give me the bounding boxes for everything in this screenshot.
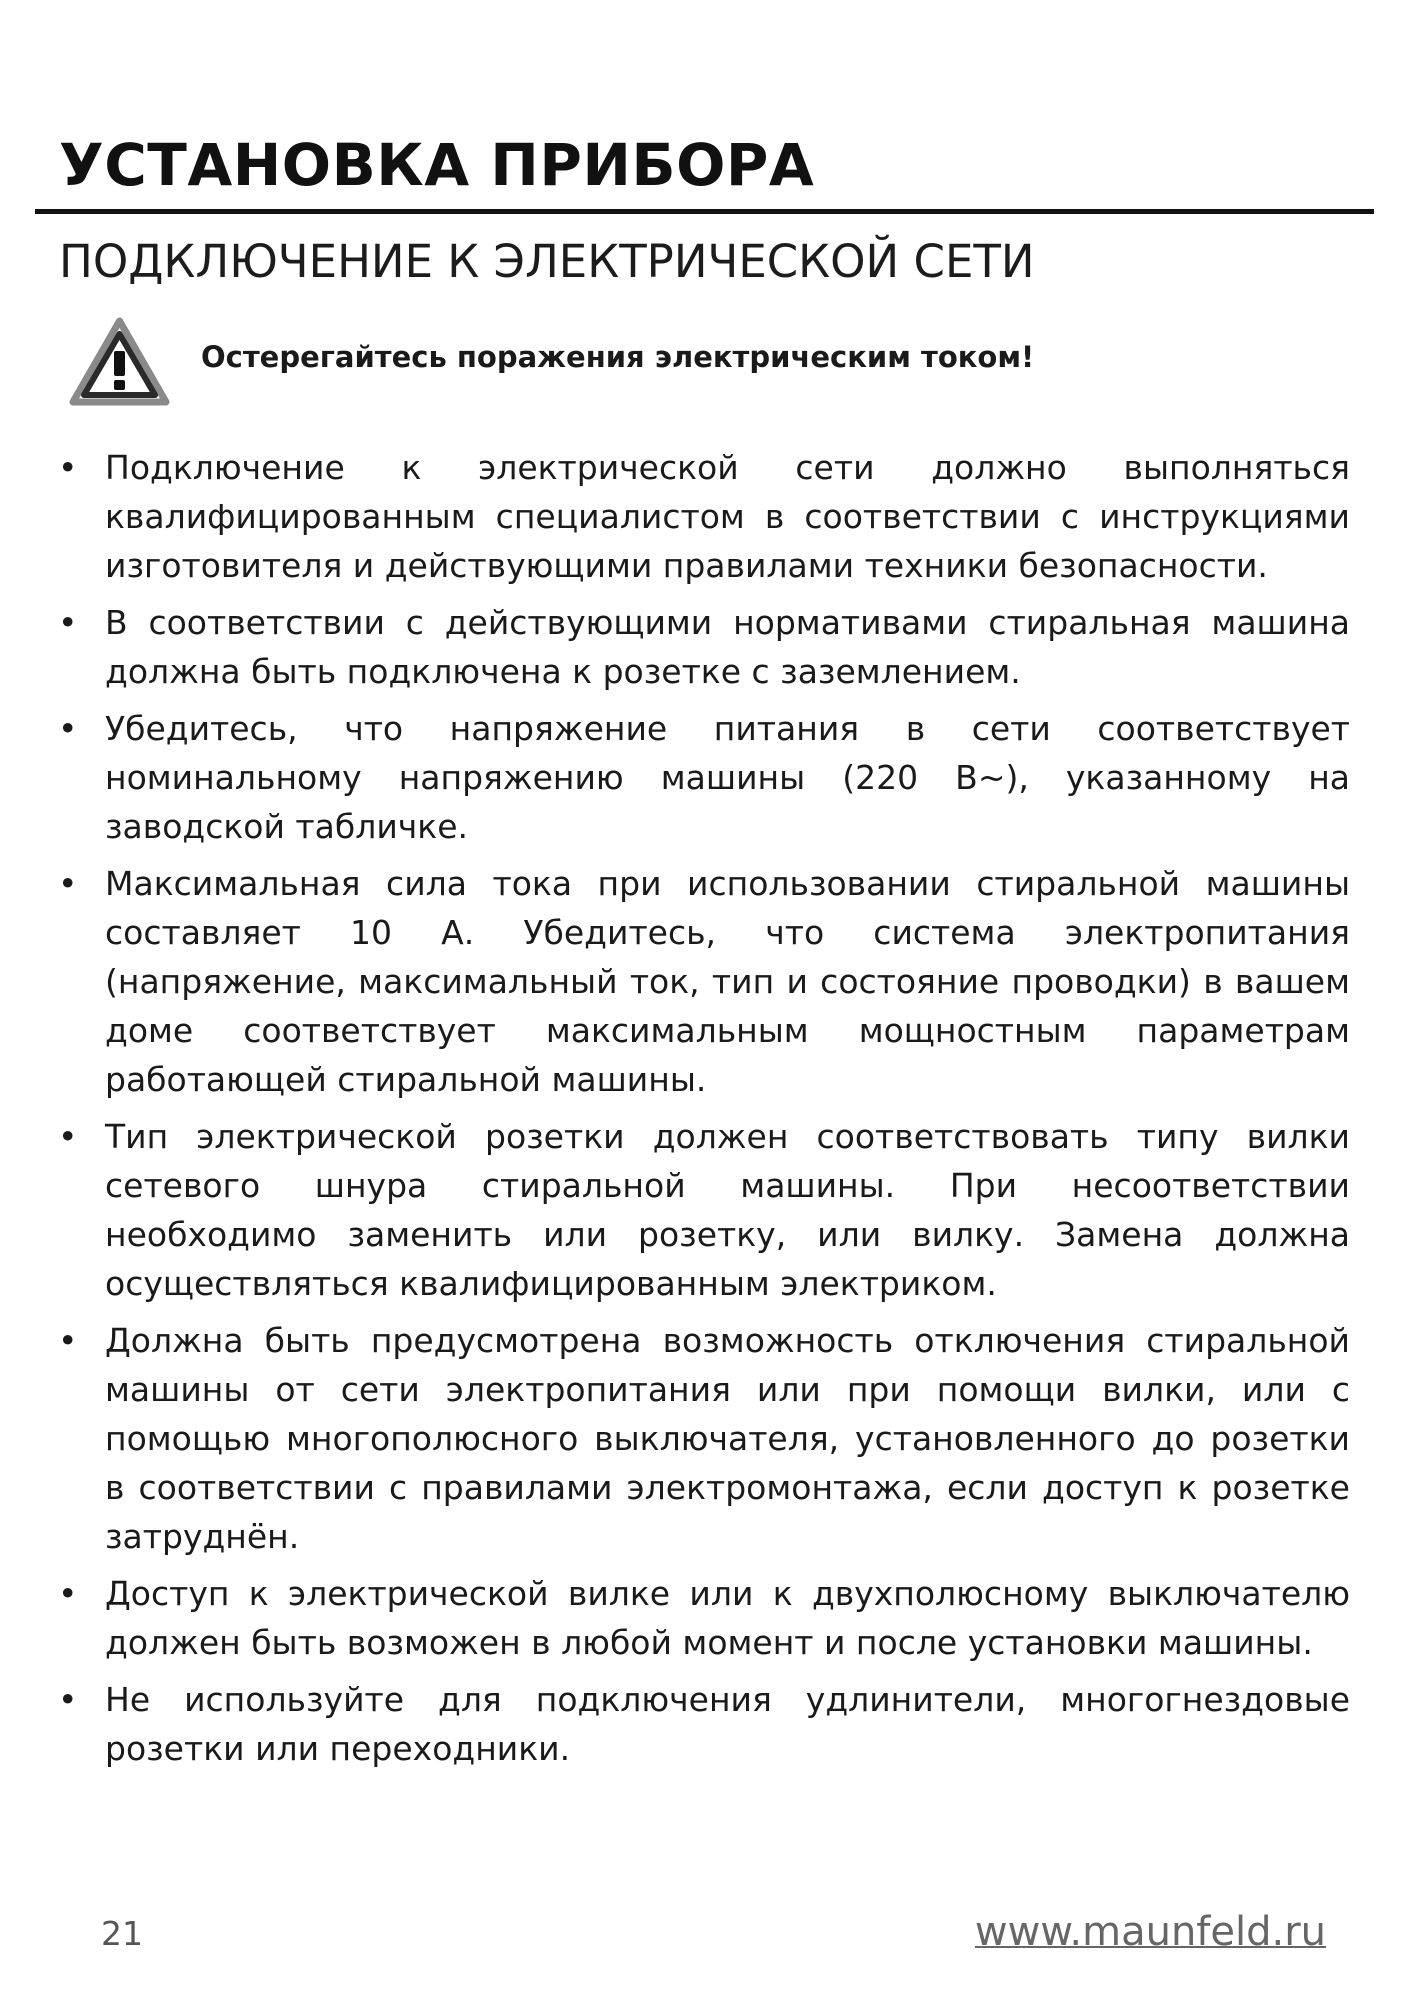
list-item-text: Должна быть предусмотрена возможность отключения стиральной машины от сети электропитания или при помощи вилки, или с помощью многополюсного выключателя, установленного до розетки в соответствии с правилами электромонтажа, если доступ к розетке затруднён. — [105, 1321, 1350, 1556]
list-item — [50, 1316, 1350, 1561]
list-item — [50, 859, 1350, 1104]
page-number: 21 — [101, 1914, 143, 1953]
page-title: УСТАНОВКА ПРИБОРА — [59, 131, 815, 199]
list-item — [50, 598, 1350, 696]
list-item-text: В соответствии с действующими нормативами стиральная машина должна быть подключена к розетке с заземлением. — [105, 603, 1350, 691]
section-title: ПОДКЛЮЧЕНИЕ К ЭЛЕКТРИЧЕСКОЙ СЕТИ — [59, 235, 1035, 288]
bullet-marker: • — [58, 1680, 78, 1719]
list-item-text: Не используйте для подключения удлинители, многогнездовые розетки или переходники. — [105, 1680, 1350, 1768]
bullet-marker: • — [58, 1321, 78, 1360]
list-item — [50, 1675, 1350, 1773]
bullet-marker: • — [58, 603, 78, 642]
bullet-marker: • — [58, 1117, 78, 1156]
website-link[interactable]: www.maunfeld.ru — [974, 1909, 1326, 1955]
list-item — [50, 1569, 1350, 1667]
requirements-list — [50, 443, 1350, 1781]
list-item-text: Максимальная сила тока при использовании стиральной машины составляет 10 А. Убедитесь, что система электропитания (напряжение, максимальный ток, тип и состояние проводки) в вашем доме соответствует максимальным мощностным параметрам работающей стиральной машины. — [105, 864, 1350, 1099]
bullet-marker: • — [58, 448, 78, 487]
list-item-text: Подключение к электрической сети должно выполняться квалифицированным специалистом в соответствии с инструкциями изготовителя и действующими правилами техники безопасности. — [105, 448, 1350, 585]
bullet-marker: • — [58, 864, 78, 903]
list-item — [50, 1112, 1350, 1308]
list-item — [50, 443, 1350, 590]
list-item-text: Убедитесь, что напряжение питания в сети соответствует номинальному напряжению машины (220 В~), указанному на заводской табличке. — [105, 709, 1350, 846]
list-item-text: Тип электрической розетки должен соответствовать типу вилки сетевого шнура стиральной машины. При несоответствии необходимо заменить или розетку, или вилку. Замена должна осуществляться квалифицированным электриком. — [105, 1117, 1350, 1303]
warning-triangle-icon — [69, 317, 170, 407]
list-item-text: Доступ к электрической вилке или к двухполюсному выключателю должен быть возможен в любой момент и после установки машины. — [105, 1574, 1350, 1662]
title-divider — [35, 209, 1374, 214]
warning-block — [69, 317, 1339, 413]
warning-text: Остерегайтесь поражения электрическим током! — [201, 340, 1035, 374]
bullet-marker: • — [58, 709, 78, 748]
list-item — [50, 704, 1350, 851]
bullet-marker: • — [58, 1574, 78, 1613]
